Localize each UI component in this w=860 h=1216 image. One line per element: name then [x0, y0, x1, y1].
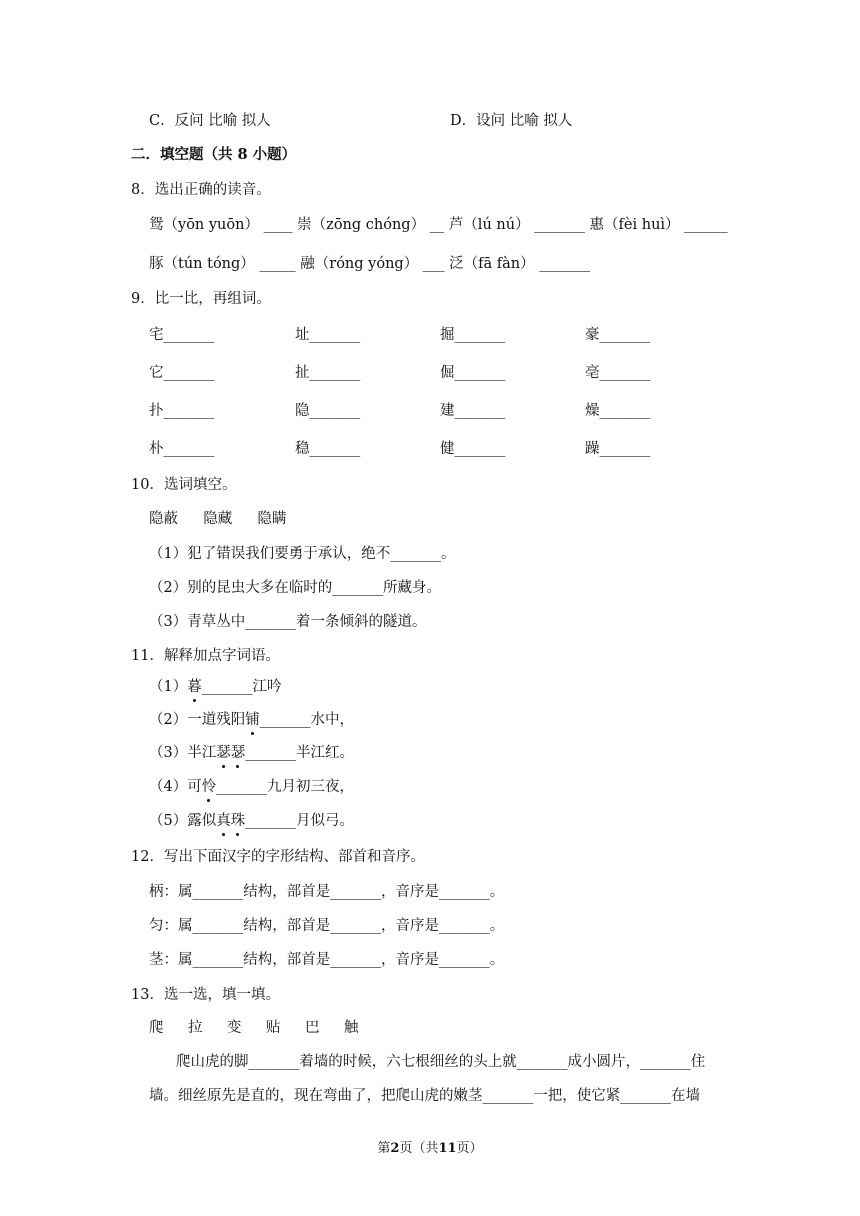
- q13-word: 巴: [305, 1020, 320, 1036]
- dotted-word: 怜: [201, 779, 217, 795]
- q9-cell: 建_______: [440, 403, 506, 419]
- total-pages: 11: [438, 1141, 457, 1156]
- q9-cell: 躁_______: [585, 441, 651, 457]
- q9-cell: 隐_______: [295, 403, 361, 419]
- dotted-char: 真: [216, 813, 231, 829]
- q12-title: 12．写出下面汉字的字形结构、部首和音序。: [131, 849, 425, 865]
- q9-cell: 燥_______: [585, 403, 651, 419]
- q9-cell: 倔_______: [440, 365, 506, 381]
- section-heading: 二．填空题（共 8 小题）: [131, 146, 297, 163]
- q11-item-5: （5）露似真珠_______月似弓。: [149, 813, 354, 829]
- q9-cell: 扯_______: [295, 365, 361, 381]
- q9-title: 9．比一比，再组词。: [131, 291, 271, 307]
- q13-word: 拉: [188, 1020, 203, 1036]
- q13-word-bank: [149, 1018, 383, 1038]
- q9-cell: 扑_______: [149, 403, 215, 419]
- q13-word: 触: [344, 1020, 359, 1036]
- q9-cell: 豪_______: [585, 327, 651, 343]
- q12-item-2: 匀：属_______结构，部首是_______，音序是_______。: [149, 918, 505, 934]
- q10-title: 10．选词填空。: [131, 477, 237, 493]
- q9-cell: 稳_______: [295, 441, 361, 457]
- page-number: 2: [390, 1141, 400, 1156]
- q11-item-1: （1）暮_______江吟: [149, 679, 282, 695]
- q10-word-bank: 隐蔽 隐藏 隐瞒: [149, 511, 287, 527]
- q9-cell: 址_______: [295, 327, 361, 343]
- q7-option-c: C．反问 比喻 拟人: [149, 113, 271, 129]
- q9-cell: 朴_______: [149, 441, 215, 457]
- q13-title: 13．选一选，填一填。: [131, 987, 280, 1003]
- dotted-word: 铺: [245, 712, 260, 728]
- dotted-char: 瑟: [216, 745, 231, 761]
- dotted-word: [216, 813, 245, 829]
- q12-item-3: 茎：属_______结构，部首是_______，音序是_______。: [149, 952, 505, 968]
- q10-item-3: （3）青草丛中_______着一条倾斜的隧道。: [149, 614, 427, 630]
- q9-cell: 掘_______: [440, 327, 506, 343]
- q11-item-3: （3）半江瑟瑟_______半江红。: [149, 745, 354, 761]
- q10-item-1: （1）犯了错误我们要勇于承认，绝不_______。: [149, 546, 456, 562]
- q13-paragraph-line-1: 爬山虎的脚_______着墙的时候，六七根细丝的头上就_______成小圆片，_______住: [176, 1054, 706, 1070]
- q9-cell: 宅_______: [149, 327, 215, 343]
- q13-word: 变: [227, 1020, 242, 1036]
- q11-item-4: （4）可怜_______九月初三夜，: [149, 779, 354, 795]
- page-footer: 第2页（共11页）: [377, 1141, 483, 1156]
- q8-row-2: 豚（tún tóng） _____ 融（róng yóng） ___ 泛（fā fàn） _______: [149, 256, 590, 272]
- q8-title: 8．选出正确的读音。: [131, 182, 271, 198]
- dotted-char: 珠: [230, 813, 246, 829]
- q13-word: 贴: [266, 1020, 281, 1036]
- q11-title: 11．解释加点字词语。: [131, 648, 280, 664]
- dotted-word: [216, 745, 245, 761]
- q9-cell: 健_______: [440, 441, 506, 457]
- q9-cell: 它_______: [149, 365, 215, 381]
- q7-option-d: D．设问 比喻 拟人: [450, 113, 573, 129]
- q10-item-2: （2）别的昆虫大多在临时的_______所藏身。: [149, 580, 441, 596]
- q13-paragraph-line-2: 墙。细丝原先是直的，现在弯曲了，把爬山虎的嫩茎_______一把，使它紧_______在墙: [149, 1088, 700, 1104]
- q8-row-1: 鸳（yōn yuōn） ____ 崇（zōng chóng） __ 芦（lú nú） _______ 惠（fèi huì） ______: [149, 217, 728, 233]
- q9-cell: 亳_______: [585, 365, 651, 381]
- q12-item-1: 柄：属_______结构，部首是_______，音序是_______。: [149, 884, 505, 900]
- q13-word: 爬: [149, 1020, 164, 1036]
- q11-item-2: （2）一道残阳铺_______水中，: [149, 712, 354, 728]
- dotted-char: 瑟: [230, 745, 246, 761]
- dotted-word: 暮: [187, 679, 202, 695]
